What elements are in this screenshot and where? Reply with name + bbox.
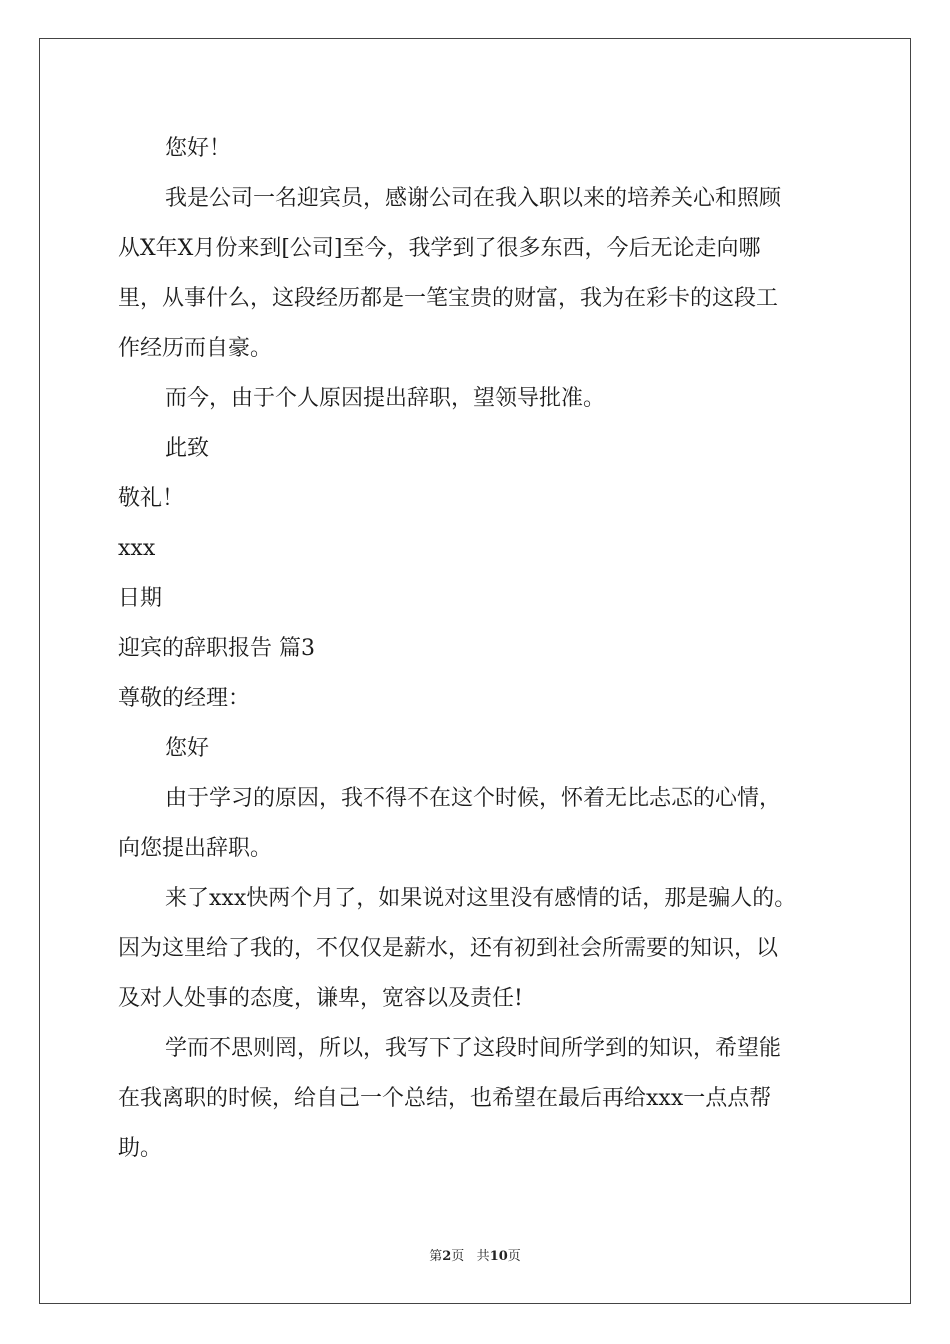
paragraph-line: 在我离职的时候，给自己一个总结，也希望在最后再给xxx一点点帮 bbox=[118, 1086, 772, 1111]
recipient-line: 尊敬的经理： bbox=[118, 686, 251, 711]
page-number: 2 bbox=[442, 1249, 452, 1264]
paragraph-line: 及对人处事的态度，谦卑，宽容以及责任! bbox=[118, 986, 523, 1011]
greeting-line: 您好！ bbox=[165, 136, 232, 161]
salutation-line: 敬礼！ bbox=[118, 486, 185, 511]
total-unit: 页 bbox=[507, 1249, 521, 1264]
paragraph-line: 里，从事什么，这段经历都是一笔宝贵的财富，我为在彩卡的这段工 bbox=[118, 286, 779, 311]
page-footer bbox=[0, 1245, 950, 1264]
paragraph-line: 我是公司一名迎宾员，感谢公司在我入职以来的培养关心和照顾 bbox=[165, 186, 782, 211]
paragraph-line: 而今，由于个人原因提出辞职，望领导批准。 bbox=[165, 386, 606, 411]
signature-name: xxx bbox=[118, 536, 156, 561]
paragraph-line: 从X年X月份来到[公司]至今，我学到了很多东西，今后无论走向哪 bbox=[118, 236, 761, 261]
paragraph-line: 来了xxx快两个月了，如果说对这里没有感情的话，那是骗人的。 bbox=[165, 886, 797, 911]
closing-line: 此致 bbox=[165, 436, 210, 461]
page-prefix: 第 bbox=[429, 1249, 443, 1264]
paragraph-line: 因为这里给了我的，不仅仅是薪水，还有初到社会所需要的知识，以 bbox=[118, 936, 779, 961]
paragraph-line: 作经历而自豪。 bbox=[118, 336, 273, 361]
paragraph-line: 向您提出辞职。 bbox=[118, 836, 273, 861]
section-heading: 迎宾的辞职报告 篇3 bbox=[118, 636, 315, 661]
paragraph-line: 由于学习的原因，我不得不在这个时候，怀着无比忐忑的心情， bbox=[165, 786, 782, 811]
paragraph-line: 助。 bbox=[118, 1136, 163, 1161]
total-pages: 10 bbox=[489, 1249, 508, 1264]
greeting-line: 您好 bbox=[165, 736, 210, 761]
signature-date: 日期 bbox=[118, 586, 163, 611]
total-prefix: 共 bbox=[476, 1249, 490, 1264]
page-unit: 页 bbox=[451, 1249, 465, 1264]
paragraph-line: 学而不思则罔，所以，我写下了这段时间所学到的知识，希望能 bbox=[165, 1036, 782, 1061]
page-border bbox=[39, 38, 911, 1304]
